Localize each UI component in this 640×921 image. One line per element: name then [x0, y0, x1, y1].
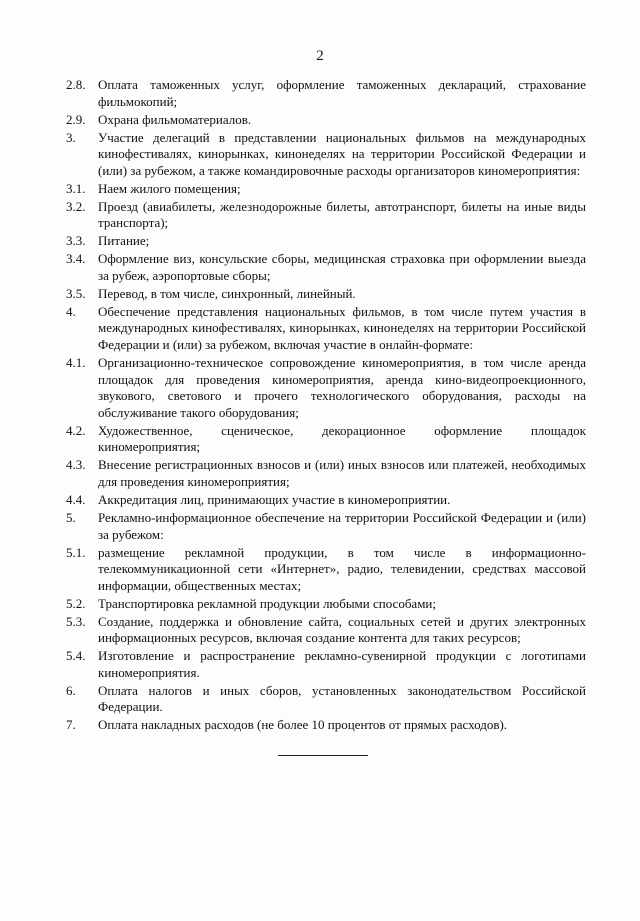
list-item	[66, 199, 586, 232]
item-number: 7.	[66, 717, 76, 733]
item-text: Организационно-техническое сопровождение киномероприятия, в том числе аренда площадок для проведения киномероприятия, аренда кино-видеопроекционного, звукового, светового и прочего технологического оборудования, расходы на обслуживание такого оборудования;	[98, 355, 586, 420]
item-text: Внесение регистрационных взносов и (или) иных взносов или платежей, необходимых для проведения киномероприятия;	[98, 457, 586, 489]
list-item	[66, 510, 586, 543]
item-text: Аккредитация лиц, принимающих участие в киномероприятии.	[98, 491, 451, 507]
list-item	[66, 130, 586, 180]
item-number: 5.2.	[66, 595, 86, 611]
item-text: Участие делегаций в представлении национальных фильмов на международных кинофестивалях, кинорынках, кинонеделях на территории Российской Федерации и (или) за рубежом, а также командировочные расходы организаторов киномероприятия:	[98, 129, 586, 178]
item-number: 5.3.	[66, 613, 86, 629]
list-item	[66, 251, 586, 284]
item-number: 4.1.	[66, 355, 86, 371]
item-text: размещение рекламной продукции, в том числе в информационно-телекоммуникационной сети «Интернет», радио, телевидении, средствах массовой информации, общественных местах;	[98, 544, 586, 593]
item-number: 4.2.	[66, 422, 86, 438]
item-number: 6.	[66, 682, 76, 698]
item-number: 2.8.	[66, 77, 86, 92]
item-text: Транспортировка рекламной продукции любыми способами;	[98, 595, 436, 611]
list-item	[66, 614, 586, 647]
item-number: 5.	[66, 509, 76, 525]
page-number: 2	[316, 48, 324, 64]
list-item	[66, 545, 586, 595]
item-text: Художественное, сценическое, декорационное оформление площадок киномероприятия;	[98, 422, 586, 455]
item-text: Наем жилого помещения;	[98, 180, 241, 196]
list-item	[66, 355, 586, 421]
item-number: 3.4.	[66, 251, 86, 267]
list-item	[66, 112, 586, 129]
item-text: Проезд (авиабилеты, железнодорожные билеты, автотранспорт, билеты на иные виды транспорта);	[98, 198, 586, 231]
item-text: Создание, поддержка и обновление сайта, социальных сетей и других электронных информационных ресурсов, включая создание контента для таких ресурсов;	[98, 613, 586, 646]
item-text: Питание;	[98, 233, 150, 249]
list-item	[66, 286, 586, 303]
list-item	[66, 683, 586, 716]
item-number: 4.3.	[66, 457, 86, 473]
item-number: 4.4.	[66, 491, 86, 507]
item-number: 3.3.	[66, 233, 86, 249]
item-number: 5.1.	[66, 544, 86, 560]
list-item	[66, 181, 586, 198]
list-item	[66, 648, 586, 681]
item-text: Обеспечение представления национальных фильмов, в том числе путем участия в международных кинофестивалях, кинорынках, кинонеделях на территории Российской Федерации и (или) за рубежом, включая участие в онлайн-формате:	[98, 303, 586, 353]
item-number: 3.5.	[66, 285, 86, 301]
item-number: 4.	[66, 303, 76, 319]
list-item	[66, 717, 586, 734]
list-item	[66, 304, 586, 354]
item-text: Оплата таможенных услуг, оформление таможенных деклараций, страхование фильмокопий;	[98, 77, 586, 109]
list-item	[66, 423, 586, 456]
item-number: 2.9.	[66, 111, 86, 127]
item-text: Изготовление и распространение рекламно-сувенирной продукции с логотипами киномероприятия.	[98, 648, 586, 680]
item-text: Охрана фильмоматериалов.	[98, 111, 252, 127]
item-number: 3.2.	[66, 198, 86, 214]
item-text: Оформление виз, консульские сборы, медицинская страховка при оформлении выезда за рубеж, аэропортовые сборы;	[98, 251, 586, 283]
list-item	[66, 77, 586, 110]
item-text: Перевод, в том числе, синхронный, линейный.	[98, 285, 356, 301]
item-list	[66, 77, 586, 735]
list-item	[66, 492, 586, 509]
item-text: Рекламно-информационное обеспечение на территории Российской Федерации и (или) за рубежом:	[98, 509, 586, 542]
closing-rule	[278, 755, 368, 756]
item-text: Оплата накладных расходов (не более 10 процентов от прямых расходов).	[98, 717, 508, 733]
item-number: 5.4.	[66, 648, 86, 664]
item-number: 3.1.	[66, 180, 86, 196]
list-item	[66, 233, 586, 250]
item-number: 3.	[66, 129, 76, 145]
list-item	[66, 457, 586, 490]
item-text: Оплата налогов и иных сборов, установленных законодательством Российской Федерации.	[98, 682, 586, 715]
list-item	[66, 596, 586, 613]
